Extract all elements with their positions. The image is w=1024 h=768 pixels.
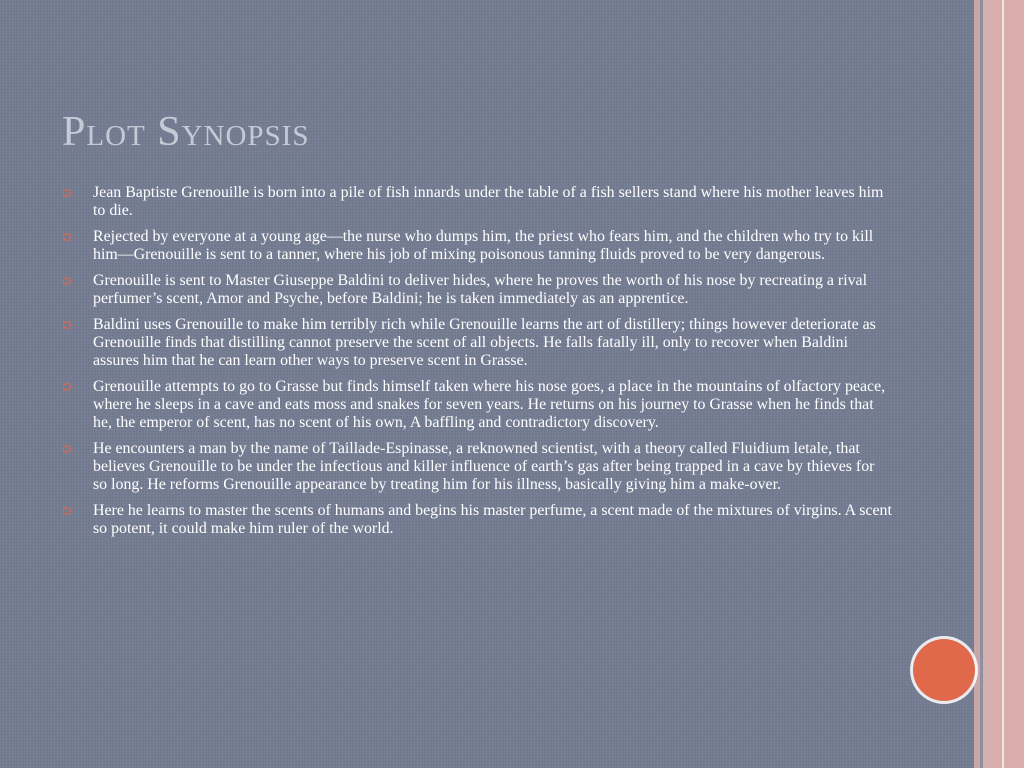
slide-title: Plot Synopsis	[62, 109, 310, 155]
bullet-circle-icon	[63, 383, 71, 391]
bullet-circle-icon	[63, 189, 71, 197]
bullet-text: Grenouille attempts to go to Grasse but finds himself taken where his nose goes, a place in the mountains of olfactory peace, where he sleeps in a cave and eats moss and snakes for seven years. He returns on his journey to Grasse when he finds that he, the emperor of scent, has no scent of his own, A baffling and contradictory discovery.	[93, 378, 886, 431]
bullet-item	[62, 316, 892, 370]
bullet-item	[62, 184, 892, 220]
bullet-item	[62, 272, 892, 308]
bullet-text: Baldini uses Grenouille to make him terribly rich while Grenouille learns the art of distillery; things however deteriorate as Grenouille finds that distilling cannot preserve the scent of all objects. He falls fatally ill, only to recover when Baldini assures him that he can learn other ways to preserve scent in Grasse.	[93, 316, 876, 369]
bullet-text: Rejected by everyone at a young age—the nurse who dumps him, the priest who fears him, and the children who try to kill him—Grenouille is sent to a tanner, where his job of mixing poisonous tanning fluids proved to be very dangerous.	[93, 228, 874, 263]
bullet-text: Here he learns to master the scents of humans and begins his master perfume, a scent made of the mixtures of virgins. A scent so potent, it could make him ruler of the world.	[93, 502, 892, 537]
bullet-item	[62, 228, 892, 264]
bullet-text: He encounters a man by the name of Taillade-Espinasse, a reknowned scientist, with a theory called Fluidium letale, that believes Grenouille to be under the infectious and killer influence of earth’s gas after being trapped in a cave by thieves for so long. He reforms Grenouille appearance by treating him for his illness, basically giving him a make-over.	[93, 440, 875, 493]
side-panel	[989, 0, 1024, 768]
bullet-circle-icon	[63, 445, 71, 453]
bullet-item	[62, 440, 892, 494]
bullet-item	[62, 378, 892, 432]
accent-circle	[913, 639, 975, 701]
bullet-circle-icon	[63, 277, 71, 285]
bullet-circle-icon	[63, 321, 71, 329]
bullet-circle-icon	[63, 233, 71, 241]
bullet-text: Grenouille is sent to Master Giuseppe Baldini to deliver hides, where he proves the worth of his nose by recreating a rival perfumer’s scent, Amor and Psyche, before Baldini; he is taken immediately as an apprentice.	[93, 272, 868, 307]
bullet-text: Jean Baptiste Grenouille is born into a pile of fish innards under the table of a fish sellers stand where his mother leaves him to die.	[93, 184, 884, 219]
bullet-list	[62, 184, 892, 546]
bullet-item	[62, 502, 892, 538]
side-panel-line	[1002, 0, 1004, 768]
bullet-circle-icon	[63, 507, 71, 515]
